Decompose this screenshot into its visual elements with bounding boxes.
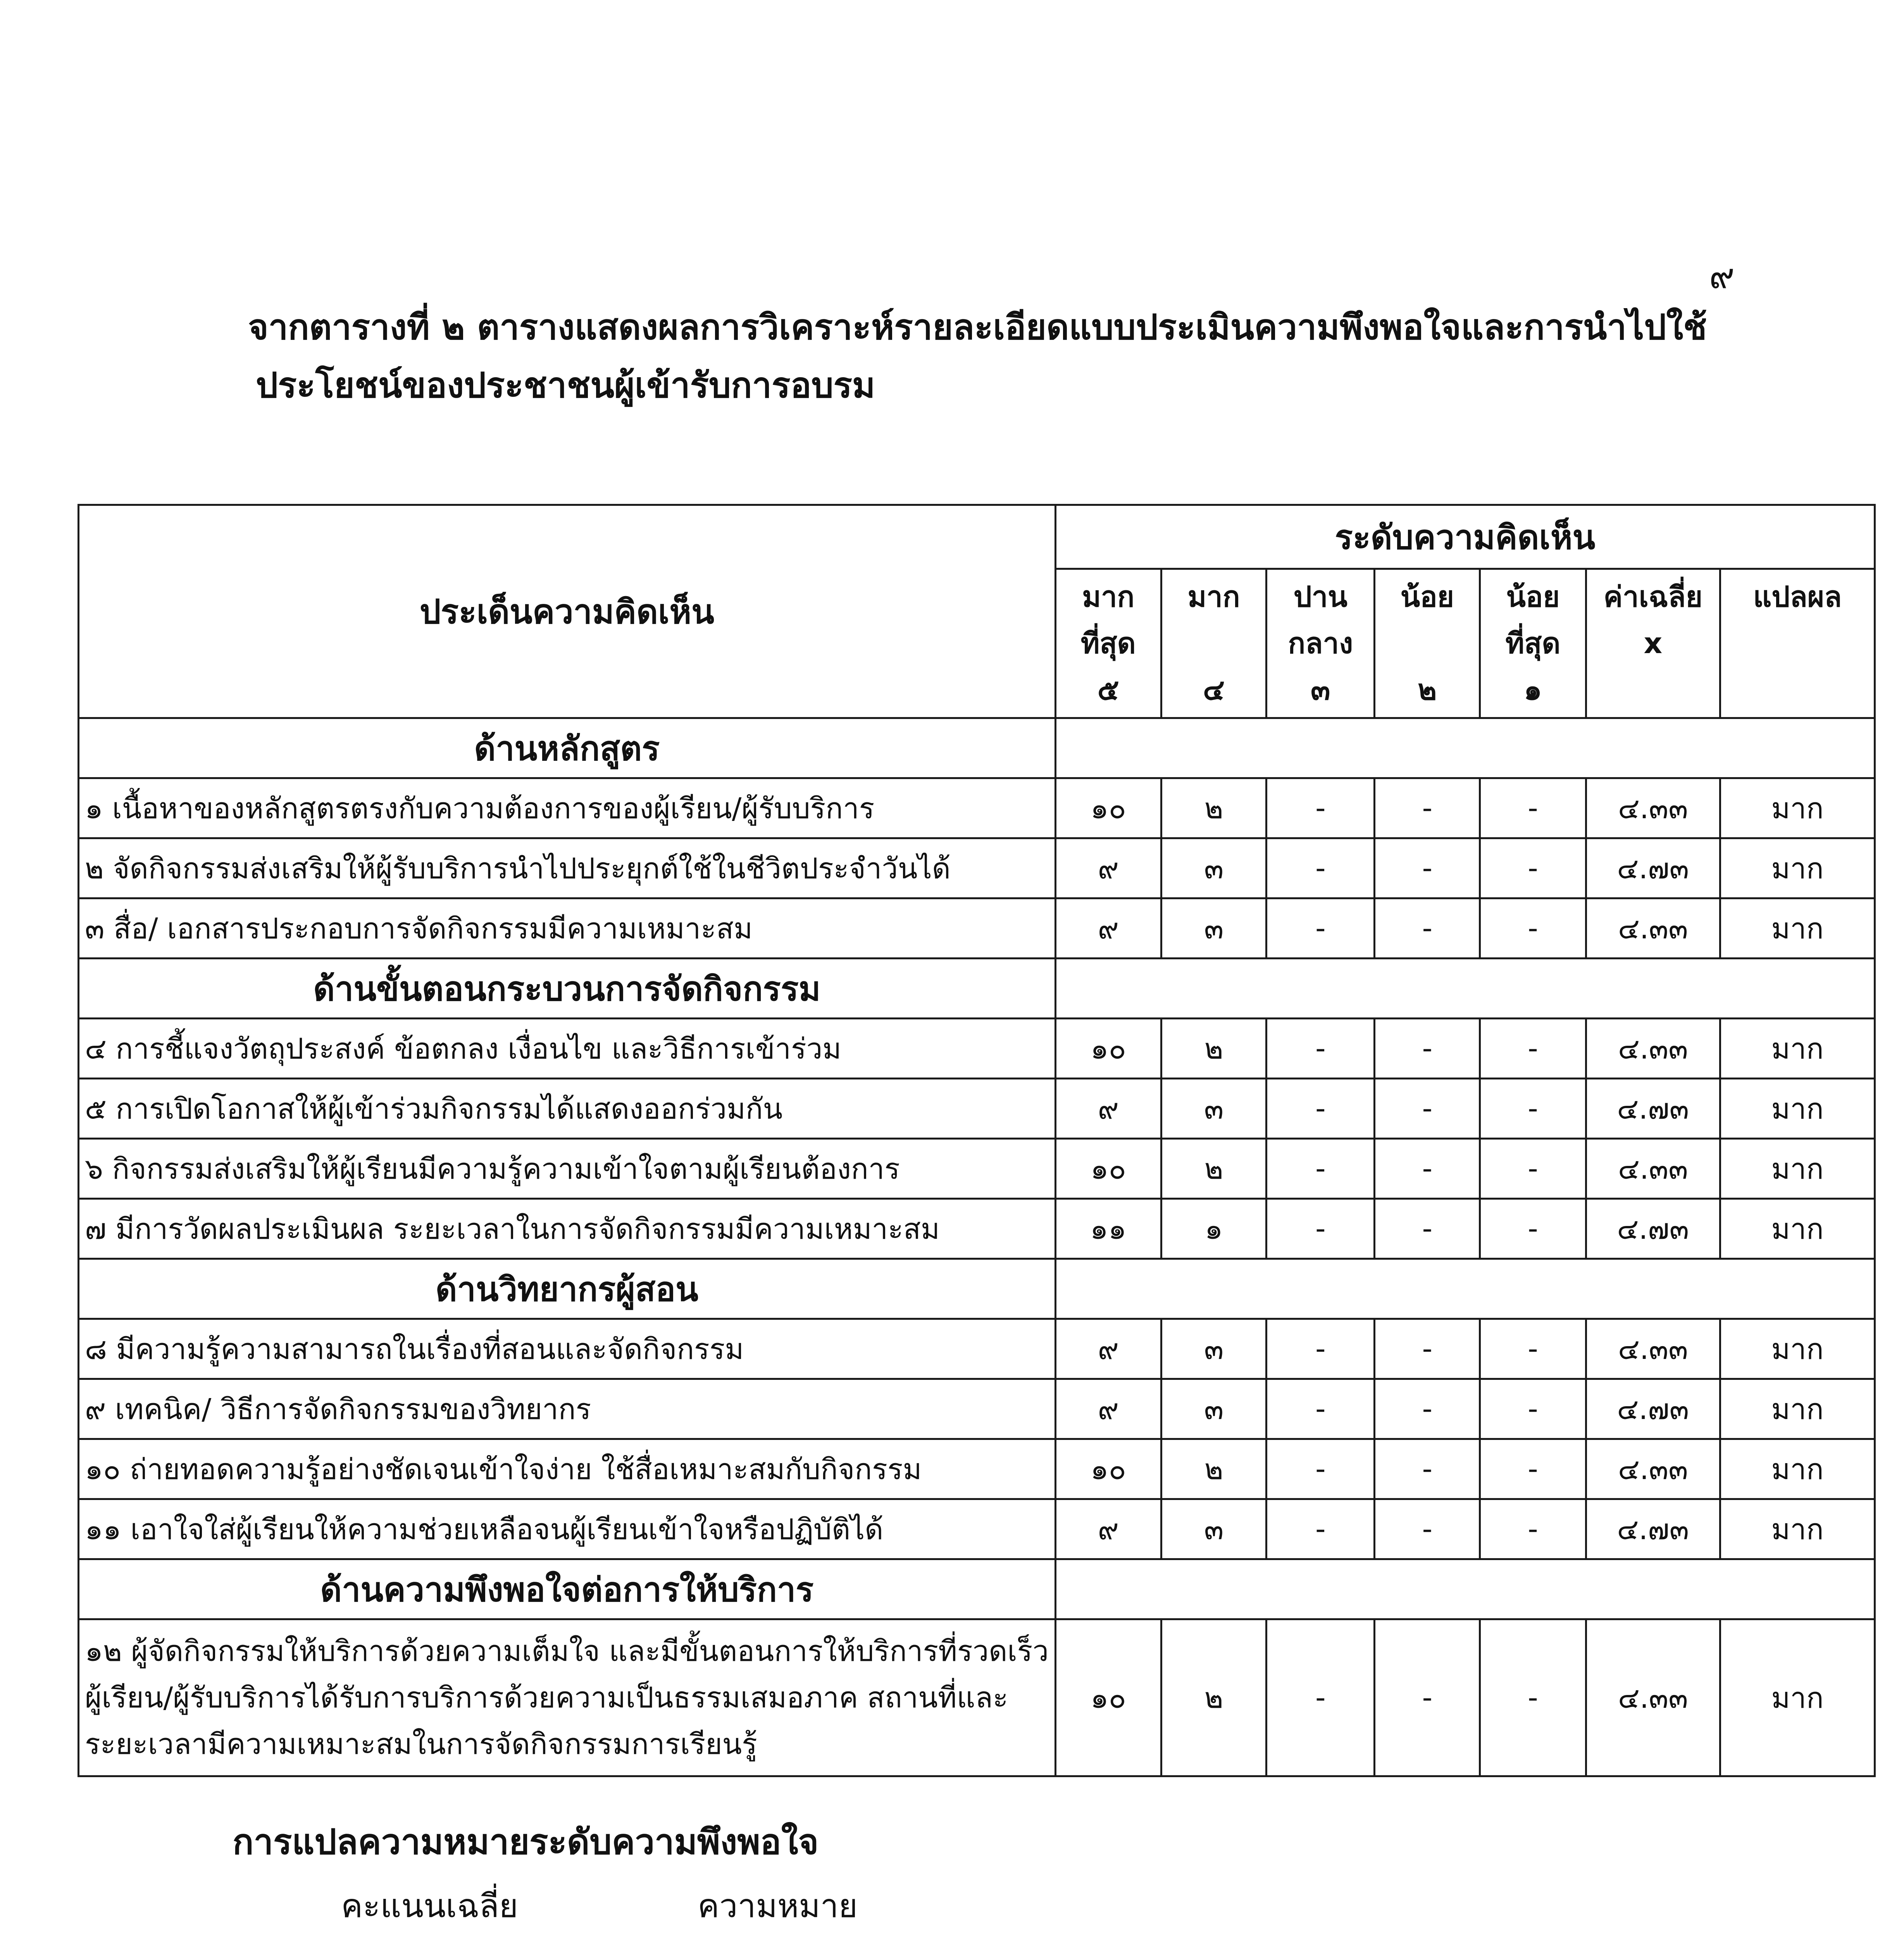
level-header-line: x: [1644, 627, 1663, 660]
section-title: ด้านขั้นตอนกระบวนการจัดกิจกรรม: [79, 959, 1056, 1019]
count-level-4: ๒: [1161, 1139, 1266, 1199]
average-cell: ๔.๗๓: [1586, 838, 1720, 898]
count-level-1: -: [1480, 1499, 1586, 1559]
section-row: [79, 718, 1875, 778]
item-cell: ๙ เทคนิค/ วิธีการจัดกิจกรรมของวิทยากร: [79, 1379, 1056, 1439]
interpretation-cell: มาก: [1720, 1139, 1875, 1199]
count-level-2: -: [1375, 1319, 1480, 1379]
count-level-5: ๑๑: [1055, 1199, 1161, 1259]
section-row: [79, 959, 1875, 1019]
level-header-line: [1727, 667, 1868, 713]
table-row: [79, 1439, 1875, 1499]
legend: [341, 1876, 1008, 1938]
count-level-2: -: [1375, 1019, 1480, 1079]
average-cell: ๔.๓๓: [1586, 1139, 1720, 1199]
level-header-line: [1381, 620, 1473, 667]
table-body: [79, 718, 1875, 1776]
count-level-5: ๑๐: [1055, 1139, 1161, 1199]
section-title: ด้านความพึงพอใจต่อการให้บริการ: [79, 1559, 1056, 1619]
count-level-1: -: [1480, 1079, 1586, 1139]
count-level-5: ๙: [1055, 898, 1161, 959]
heading-line-1: จากตารางที่ ๒ ตารางแสดงผลการวิเคราะห์รายละเอียดแบบประเมินความพึงพอใจและการนำไปใช้: [248, 307, 1707, 348]
count-level-1: -: [1480, 778, 1586, 838]
interpretation-cell: มาก: [1720, 898, 1875, 959]
level-header-line: กลาง: [1288, 627, 1353, 660]
section-blank-cell: [1055, 718, 1875, 778]
legend-score-header: คะแนนเฉลี่ย: [341, 1887, 518, 1925]
level-header-3: [1266, 569, 1375, 718]
item-cell: ๑๒ ผู้จัดกิจกรรมให้บริการด้วยความเต็มใจ และมีขั้นตอนการให้บริการที่รวดเร็ว ผู้เรียน/ผู้รับบริการได้รับการบริการด้วยความเป็นธรรมเสมอภาค สถานที่และระยะเวลามีความเหมาะสมในการจัดกิจกรรมการเรียนรู้: [79, 1619, 1056, 1776]
level-header-line: ๓: [1311, 673, 1330, 707]
section-blank-cell: [1055, 1559, 1875, 1619]
legend-title: การแปลความหมายระดับความพึงพอใจ: [233, 1822, 819, 1862]
average-cell: ๔.๓๓: [1586, 1619, 1720, 1776]
count-level-4: ๒: [1161, 1019, 1266, 1079]
legend-meaning-header: ความหมาย: [698, 1887, 858, 1925]
average-cell: ๔.๗๓: [1586, 1199, 1720, 1259]
count-level-3: -: [1266, 1079, 1375, 1139]
count-level-3: -: [1266, 778, 1375, 838]
section-row: [79, 1259, 1875, 1319]
section-title: ด้านวิทยากรผู้สอน: [79, 1259, 1056, 1319]
count-level-5: ๙: [1055, 1319, 1161, 1379]
item-cell: ๓ สื่อ/ เอกสารประกอบการจัดกิจกรรมมีความเหมาะสม: [79, 898, 1056, 959]
item-cell: ๘ มีความรู้ความสามารถในเรื่องที่สอนและจัดกิจกรรม: [79, 1319, 1056, 1379]
count-level-2: -: [1375, 1139, 1480, 1199]
table-row: [79, 838, 1875, 898]
count-level-1: -: [1480, 1379, 1586, 1439]
level-header-line: แปลผล: [1753, 580, 1842, 614]
count-level-4: ๓: [1161, 1079, 1266, 1139]
count-level-3: -: [1266, 1199, 1375, 1259]
count-level-2: -: [1375, 1499, 1480, 1559]
count-level-1: -: [1480, 1019, 1586, 1079]
level-header-line: ค่าเฉลี่ย: [1603, 580, 1703, 614]
legend-rows: [341, 1935, 1008, 1938]
level-header-5: [1480, 569, 1586, 718]
average-cell: ๔.๓๓: [1586, 1019, 1720, 1079]
heading-line-2: ประโยชน์ของประชาชนผู้เข้ารับการอบรม: [256, 365, 875, 406]
interpretation-cell: มาก: [1720, 1619, 1875, 1776]
count-level-1: -: [1480, 1619, 1586, 1776]
count-level-5: ๑๐: [1055, 1619, 1161, 1776]
count-level-3: -: [1266, 1379, 1375, 1439]
level-header-line: น้อย: [1506, 580, 1560, 614]
average-cell: ๔.๓๓: [1586, 1319, 1720, 1379]
count-level-2: -: [1375, 1079, 1480, 1139]
average-cell: ๔.๗๓: [1586, 1379, 1720, 1439]
count-level-4: ๑: [1161, 1199, 1266, 1259]
table-row: [79, 1319, 1875, 1379]
interpretation-cell: มาก: [1720, 1499, 1875, 1559]
table-row: [79, 1199, 1875, 1259]
count-level-3: -: [1266, 1139, 1375, 1199]
count-level-3: -: [1266, 1499, 1375, 1559]
average-cell: ๔.๗๓: [1586, 1079, 1720, 1139]
average-cell: ๔.๓๓: [1586, 778, 1720, 838]
count-level-5: ๙: [1055, 1079, 1161, 1139]
table-row: [79, 778, 1875, 838]
count-level-2: -: [1375, 838, 1480, 898]
level-header-line: มาก: [1187, 580, 1240, 614]
legend-row: [341, 1935, 1008, 1938]
count-level-2: -: [1375, 1379, 1480, 1439]
table-row: [79, 1379, 1875, 1439]
section-title: ด้านหลักสูตร: [79, 718, 1056, 778]
count-level-4: ๒: [1161, 778, 1266, 838]
level-header-line: ที่สุด: [1505, 627, 1561, 660]
interpretation-cell: มาก: [1720, 1079, 1875, 1139]
count-level-3: -: [1266, 1439, 1375, 1499]
count-level-3: -: [1266, 838, 1375, 898]
table-row: [79, 1139, 1875, 1199]
count-level-5: ๙: [1055, 838, 1161, 898]
results-table: [78, 504, 1876, 1777]
level-header-line: ที่สุด: [1080, 627, 1136, 660]
level-header-7: [1720, 569, 1875, 718]
count-level-5: ๙: [1055, 1379, 1161, 1439]
table-row: [79, 1619, 1875, 1776]
section-blank-cell: [1055, 959, 1875, 1019]
interpretation-cell: มาก: [1720, 1319, 1875, 1379]
level-header-line: ๒: [1418, 673, 1437, 707]
page-heading: [248, 298, 1721, 415]
level-header-line: น้อย: [1400, 580, 1454, 614]
item-cell: ๑๑ เอาใจใส่ผู้เรียนให้ความช่วยเหลือจนผู้เรียนเข้าใจหรือปฏิบัติได้: [79, 1499, 1056, 1559]
count-level-3: -: [1266, 1019, 1375, 1079]
count-level-4: ๓: [1161, 1379, 1266, 1439]
legend-header-row: [341, 1876, 1008, 1935]
count-level-1: -: [1480, 1139, 1586, 1199]
level-header-1: [1055, 569, 1161, 718]
interpretation-cell: มาก: [1720, 1379, 1875, 1439]
average-cell: ๔.๓๓: [1586, 1439, 1720, 1499]
count-level-4: ๒: [1161, 1439, 1266, 1499]
level-header-line: มาก: [1082, 580, 1135, 614]
level-header-line: ๕: [1097, 673, 1119, 707]
item-cell: ๒ จัดกิจกรรมส่งเสริมให้ผู้รับบริการนำไปประยุกต์ใช้ในชีวิตประจำวันได้: [79, 838, 1056, 898]
count-level-2: -: [1375, 1199, 1480, 1259]
item-cell: ๖ กิจกรรมส่งเสริมให้ผู้เรียนมีความรู้ความเข้าใจตามผู้เรียนต้องการ: [79, 1139, 1056, 1199]
level-header-line: ๔: [1203, 673, 1225, 707]
count-level-1: -: [1480, 1199, 1586, 1259]
table-row: [79, 1019, 1875, 1079]
item-cell: ๔ การชี้แจงวัตถุประสงค์ ข้อตกลง เงื่อนไข และวิธีการเข้าร่วม: [79, 1019, 1056, 1079]
count-level-2: -: [1375, 1439, 1480, 1499]
average-cell: ๔.๗๓: [1586, 1499, 1720, 1559]
count-level-3: -: [1266, 1319, 1375, 1379]
level-header-6: [1586, 569, 1720, 718]
table-row: [79, 1079, 1875, 1139]
average-cell: ๔.๓๓: [1586, 898, 1720, 959]
section-row: [79, 1559, 1875, 1619]
count-level-2: -: [1375, 1619, 1480, 1776]
count-level-4: ๓: [1161, 838, 1266, 898]
level-header-line: ๑: [1524, 673, 1542, 707]
item-cell: ๑ เนื้อหาของหลักสูตรตรงกับความต้องการของผู้เรียน/ผู้รับบริการ: [79, 778, 1056, 838]
count-level-1: -: [1480, 898, 1586, 959]
interpretation-cell: มาก: [1720, 778, 1875, 838]
interpretation-cell: มาก: [1720, 1439, 1875, 1499]
level-header-4: [1375, 569, 1480, 718]
count-level-1: -: [1480, 1439, 1586, 1499]
count-level-4: ๓: [1161, 1319, 1266, 1379]
count-level-3: -: [1266, 1619, 1375, 1776]
item-cell: ๑๐ ถ่ายทอดความรู้อย่างชัดเจนเข้าใจง่าย ใช้สื่อเหมาะสมกับกิจกรรม: [79, 1439, 1056, 1499]
level-group-header: ระดับความคิดเห็น: [1055, 505, 1875, 569]
count-level-5: ๑๐: [1055, 778, 1161, 838]
count-level-1: -: [1480, 838, 1586, 898]
level-header-line: ปาน: [1293, 580, 1347, 614]
interpretation-cell: มาก: [1720, 1199, 1875, 1259]
table-row: [79, 898, 1875, 959]
page-number: ๙: [1709, 256, 1735, 297]
count-level-4: ๓: [1161, 1499, 1266, 1559]
count-level-3: -: [1266, 898, 1375, 959]
item-cell: ๕ การเปิดโอกาสให้ผู้เข้าร่วมกิจกรรมได้แสดงออกร่วมกัน: [79, 1079, 1056, 1139]
level-header-2: [1161, 569, 1266, 718]
count-level-1: -: [1480, 1319, 1586, 1379]
level-header-line: [1592, 667, 1714, 713]
count-level-2: -: [1375, 898, 1480, 959]
item-cell: ๗ มีการวัดผลประเมินผล ระยะเวลาในการจัดกิจกรรมมีความเหมาะสม: [79, 1199, 1056, 1259]
count-level-2: -: [1375, 778, 1480, 838]
level-header-line: [1727, 620, 1868, 667]
count-level-4: ๓: [1161, 898, 1266, 959]
interpretation-cell: มาก: [1720, 838, 1875, 898]
level-header-line: [1168, 620, 1260, 667]
count-level-5: ๙: [1055, 1499, 1161, 1559]
table-row: [79, 1499, 1875, 1559]
count-level-4: ๒: [1161, 1619, 1266, 1776]
count-level-5: ๑๐: [1055, 1439, 1161, 1499]
issue-header: ประเด็นความคิดเห็น: [79, 505, 1056, 718]
interpretation-cell: มาก: [1720, 1019, 1875, 1079]
count-level-5: ๑๐: [1055, 1019, 1161, 1079]
section-blank-cell: [1055, 1259, 1875, 1319]
